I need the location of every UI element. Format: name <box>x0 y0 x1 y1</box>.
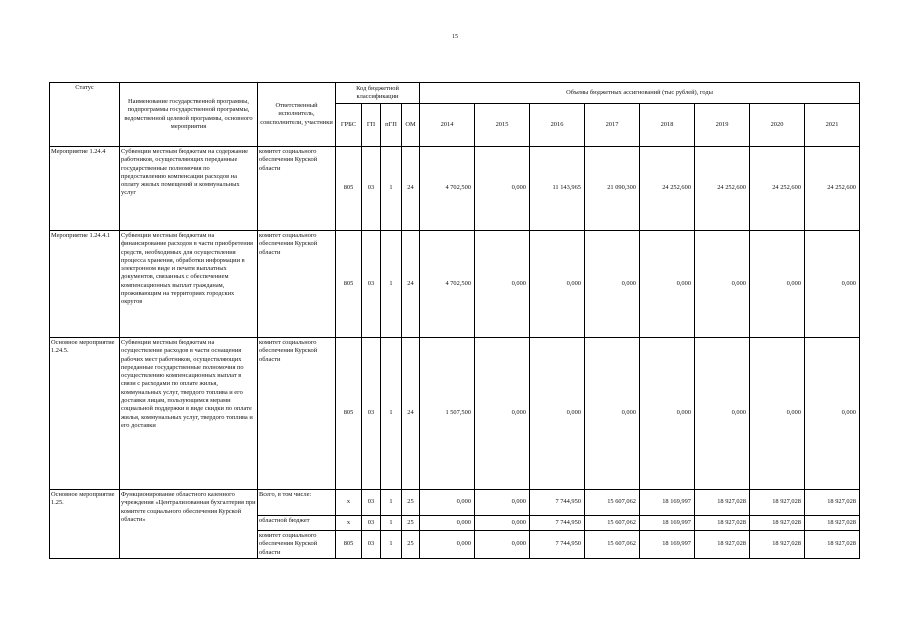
code-cell: 25 <box>402 531 420 559</box>
code-cell: 24 <box>402 147 420 231</box>
value-cell: 0,000 <box>695 338 750 490</box>
header-code-pgp: пГП <box>381 104 402 147</box>
value-cell: 0,000 <box>750 338 805 490</box>
value-cell: 0,000 <box>475 516 530 531</box>
value-cell: 0,000 <box>475 338 530 490</box>
value-cell: 21 090,300 <box>585 147 640 231</box>
value-cell: 0,000 <box>475 531 530 559</box>
header-year: 2020 <box>750 104 805 147</box>
value-cell: 0,000 <box>640 231 695 338</box>
value-cell: 18 169,997 <box>640 516 695 531</box>
value-cell: 0,000 <box>475 147 530 231</box>
header-year: 2016 <box>530 104 585 147</box>
code-cell: 805 <box>336 231 362 338</box>
value-cell: 7 744,950 <box>530 531 585 559</box>
header-name: Наименование государственной программы, подпрограммы государственной программы, ведомственной целевой программы, основного мероприятия <box>120 83 258 147</box>
responsible-cell: комитет социального обеспечения Курской области <box>258 338 336 490</box>
value-cell: 0,000 <box>695 231 750 338</box>
code-cell: 805 <box>336 338 362 490</box>
status-cell: Основное мероприятие 1.25. <box>50 490 120 559</box>
status-cell: Мероприятие 1.24.4.1 <box>50 231 120 338</box>
code-cell: 805 <box>336 147 362 231</box>
value-cell: 7 744,950 <box>530 490 585 516</box>
value-cell: 24 252,600 <box>640 147 695 231</box>
value-cell: 18 927,028 <box>805 531 860 559</box>
value-cell: 0,000 <box>475 231 530 338</box>
header-year: 2017 <box>585 104 640 147</box>
value-cell: 7 744,950 <box>530 516 585 531</box>
status-cell: Мероприятие 1.24.4 <box>50 147 120 231</box>
code-cell: 03 <box>362 147 381 231</box>
value-cell: 15 607,062 <box>585 531 640 559</box>
header-volumes: Объемы бюджетных ассигнований (тыс рублей), годы <box>420 83 860 104</box>
responsible-cell: комитет социального обеспечения Курской области <box>258 531 336 559</box>
value-cell: 0,000 <box>805 231 860 338</box>
code-cell: 1 <box>381 490 402 516</box>
value-cell: 18 927,028 <box>695 531 750 559</box>
status-cell: Основное мероприятие 1.24.5. <box>50 338 120 490</box>
value-cell: 4 702,500 <box>420 231 475 338</box>
value-cell: 0,000 <box>420 516 475 531</box>
header-budget-code: Код бюджетной классификации <box>336 83 420 104</box>
header-year: 2015 <box>475 104 530 147</box>
code-cell: 03 <box>362 338 381 490</box>
header-code-gp: ГП <box>362 104 381 147</box>
value-cell: 0,000 <box>530 231 585 338</box>
value-cell: 18 927,028 <box>695 490 750 516</box>
value-cell: 0,000 <box>585 231 640 338</box>
value-cell: 18 927,028 <box>805 490 860 516</box>
header-year: 2018 <box>640 104 695 147</box>
code-cell: 24 <box>402 231 420 338</box>
header-responsible: Ответственный исполнитель, соисполнители, участники <box>258 83 336 147</box>
value-cell: 0,000 <box>475 490 530 516</box>
value-cell: 18 169,997 <box>640 490 695 516</box>
value-cell: 15 607,062 <box>585 516 640 531</box>
value-cell: 15 607,062 <box>585 490 640 516</box>
code-cell: 1 <box>381 231 402 338</box>
code-cell: 1 <box>381 516 402 531</box>
value-cell: 0,000 <box>530 338 585 490</box>
value-cell: 11 143,965 <box>530 147 585 231</box>
table-row <box>50 490 860 516</box>
header-year: 2021 <box>805 104 860 147</box>
budget-table <box>49 82 860 559</box>
code-cell: 03 <box>362 531 381 559</box>
name-cell: Субвенции местным бюджетам на осуществление расходов в части оснащения рабочих мест работников, осуществляющих переданные государственные полномочия по осуществлению компенсационных выплат в связи с расходами по оплате жилья, коммунальных услуг, твердого топлива и его доставки лицам, пользующимся мерами социальной поддержки в виде скидки по оплате жилья, коммунальных услуг, твердого топлива и его доставки <box>120 338 258 490</box>
code-cell: 805 <box>336 531 362 559</box>
value-cell: 0,000 <box>420 490 475 516</box>
table-row <box>50 231 860 338</box>
name-cell: Субвенции местным бюджетам на содержание работников, осуществляющих переданные государственные полномочия по предоставлению компенсации расходов на оплату жилых помещений и коммунальных услуг <box>120 147 258 231</box>
value-cell: 0,000 <box>420 531 475 559</box>
code-cell: 03 <box>362 231 381 338</box>
responsible-cell: комитет социального обеспечения Курской области <box>258 147 336 231</box>
header-code-om: ОМ <box>402 104 420 147</box>
responsible-cell: Всего, в том числе: <box>258 490 336 516</box>
responsible-cell: комитет социального обеспечения Курской области <box>258 231 336 338</box>
code-cell: 1 <box>381 338 402 490</box>
value-cell: 18 927,028 <box>695 516 750 531</box>
value-cell: 18 927,028 <box>750 490 805 516</box>
code-cell: 03 <box>362 516 381 531</box>
value-cell: 0,000 <box>805 338 860 490</box>
value-cell: 0,000 <box>750 231 805 338</box>
table-row <box>50 338 860 490</box>
header-year: 2019 <box>695 104 750 147</box>
value-cell: 18 169,997 <box>640 531 695 559</box>
value-cell: 4 702,500 <box>420 147 475 231</box>
header-row-1 <box>50 83 860 104</box>
header-code-grbs: ГРБС <box>336 104 362 147</box>
page-number: 15 <box>452 34 458 40</box>
code-cell: 1 <box>381 147 402 231</box>
value-cell: 24 252,600 <box>750 147 805 231</box>
value-cell: 0,000 <box>585 338 640 490</box>
value-cell: 18 927,028 <box>750 516 805 531</box>
code-cell: x <box>336 516 362 531</box>
value-cell: 24 252,600 <box>695 147 750 231</box>
code-cell: 24 <box>402 338 420 490</box>
header-year: 2014 <box>420 104 475 147</box>
code-cell: 03 <box>362 490 381 516</box>
code-cell: 25 <box>402 516 420 531</box>
name-cell: Функционирование областного казенного учреждения «Централизованная бухгалтерия при комитете социального обеспечения Курской области» <box>120 490 258 559</box>
responsible-cell: областной бюджет <box>258 516 336 531</box>
code-cell: 1 <box>381 531 402 559</box>
table-row <box>50 147 860 231</box>
code-cell: x <box>336 490 362 516</box>
value-cell: 24 252,600 <box>805 147 860 231</box>
value-cell: 0,000 <box>640 338 695 490</box>
header-status: Статус <box>50 83 120 147</box>
value-cell: 1 507,500 <box>420 338 475 490</box>
code-cell: 25 <box>402 490 420 516</box>
name-cell: Субвенции местным бюджетам на финансирование расходов в части приобретения средств, необходимых для осуществления процесса хранения, обработки информации в электронном виде и печати выплатных документов, связанных с обеспечением компенсационных выплат гражданам, проживающим на территориях городских округов <box>120 231 258 338</box>
value-cell: 18 927,028 <box>750 531 805 559</box>
value-cell: 18 927,028 <box>805 516 860 531</box>
